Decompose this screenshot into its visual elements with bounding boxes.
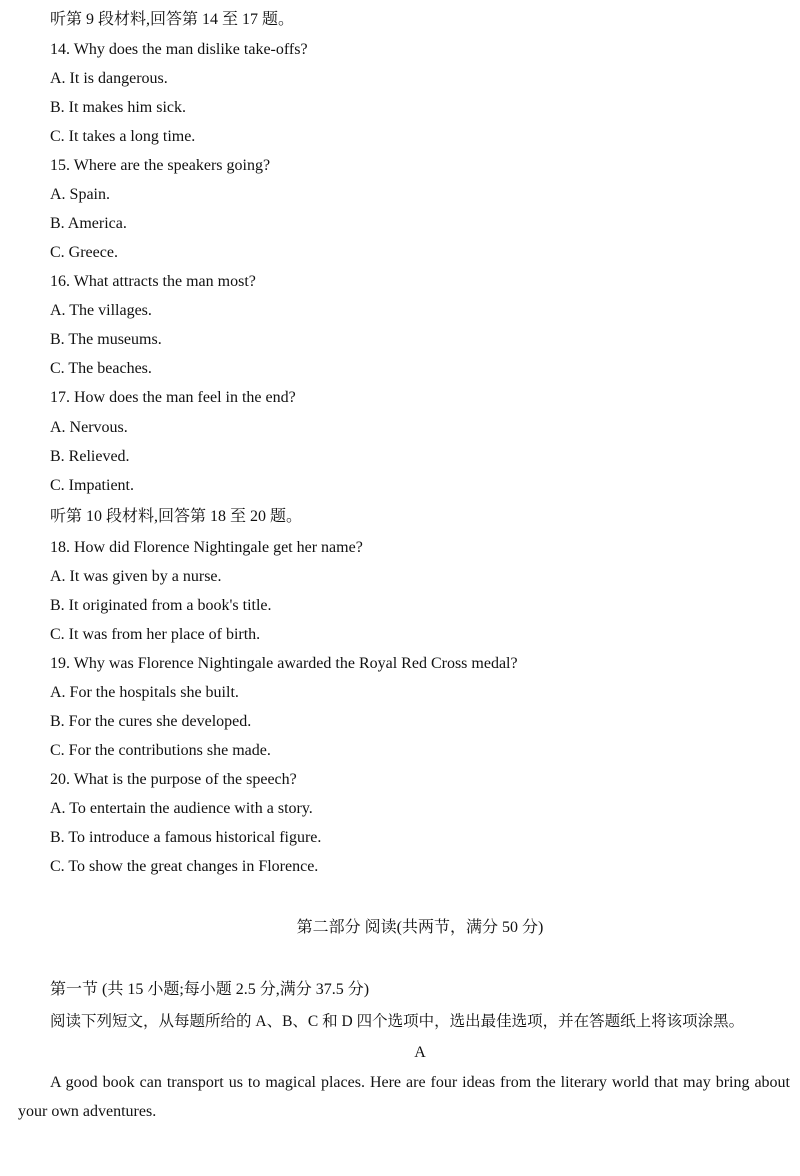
q16-option-c: C. The beaches. <box>50 360 152 377</box>
q17-option-a: A. Nervous. <box>50 419 128 436</box>
q18-question: 18. How did Florence Nightingale get her name? <box>50 539 363 556</box>
q14-option-b: B. It makes him sick. <box>50 99 186 116</box>
q18-option-a: A. It was given by a nurse. <box>50 568 222 585</box>
reading-instructions: 阅读下列短文，从每题所给的 A、B、C 和 D 四个选项中，选出最佳选项，并在答题纸上将该项涂黑。 <box>50 1013 745 1030</box>
q20-option-c: C. To show the great changes in Florence. <box>50 858 319 875</box>
q20-option-a: A. To entertain the audience with a story. <box>50 800 313 817</box>
q20-option-b: B. To introduce a famous historical figure. <box>50 829 322 846</box>
q18-option-c: C. It was from her place of birth. <box>50 626 261 643</box>
q14-option-a: A. It is dangerous. <box>50 70 168 87</box>
q16-question: 16. What attracts the man most? <box>50 273 256 290</box>
q15-option-a: A. Spain. <box>50 186 110 203</box>
section-one-title: 第一节 (共 15 小题;每小题 2.5 分,满分 37.5 分) <box>50 981 370 998</box>
part-two-title: 第二部分 阅读(共两节，满分 50 分) <box>296 919 544 936</box>
section9-intro: 听第 9 段材料,回答第 14 至 17 题。 <box>50 11 295 28</box>
q15-question: 15. Where are the speakers going? <box>50 157 271 174</box>
q17-question: 17. How does the man feel in the end? <box>50 389 296 406</box>
q16-option-b: B. The museums. <box>50 331 162 348</box>
q19-option-b: B. For the cures she developed. <box>50 713 252 730</box>
q17-option-c: C. Impatient. <box>50 477 134 494</box>
q16-option-a: A. The villages. <box>50 302 152 319</box>
q17-option-b: B. Relieved. <box>50 448 130 465</box>
q15-option-c: C. Greece. <box>50 244 118 261</box>
section10-intro: 听第 10 段材料,回答第 18 至 20 题。 <box>50 508 303 525</box>
passage-text: A good book can transport us to magical places. Here are four ideas from the literary world that may bring about your own adventures. <box>18 1074 790 1120</box>
passage-label: A <box>414 1044 426 1061</box>
q14-question: 14. Why does the man dislike take-offs? <box>50 41 308 58</box>
q15-option-b: B. America. <box>50 215 127 232</box>
q18-option-b: B. It originated from a book's title. <box>50 597 272 614</box>
q19-option-a: A. For the hospitals she built. <box>50 684 239 701</box>
q20-question: 20. What is the purpose of the speech? <box>50 771 297 788</box>
q14-option-c: C. It takes a long time. <box>50 128 196 145</box>
q19-question: 19. Why was Florence Nightingale awarded the Royal Red Cross medal? <box>50 655 518 672</box>
q19-option-c: C. For the contributions she made. <box>50 742 271 759</box>
